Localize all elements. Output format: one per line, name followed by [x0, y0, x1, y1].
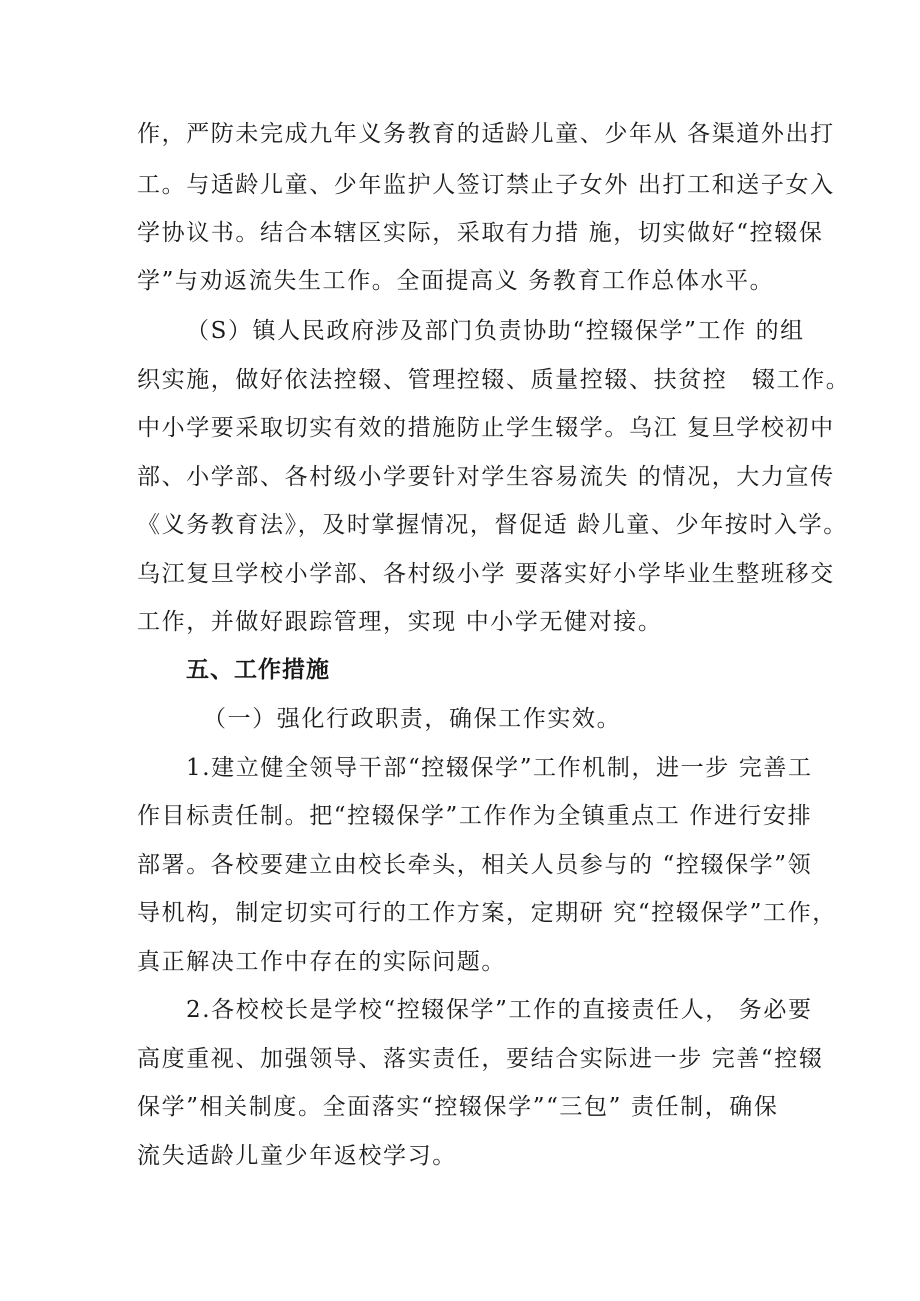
- text-line: 工作，并做好跟踪管理，实现 中小学无健对接。: [137, 609, 663, 635]
- text-line: 织实施，做好依法控辍、管理控辍、质量控辍、扶贫控 辍工作。: [137, 367, 851, 393]
- text-line: 学协议书。结合本辖区实际，采取有力措 施，切实做好“控辍保: [137, 220, 824, 246]
- text-line: 乌江复旦学校小学部、各村级小学 要落实好小学毕业生整班移交: [137, 561, 835, 587]
- text-line: 部、小学部、各村级小学要针对学生容易流失 的情况，大力宣传: [137, 464, 835, 490]
- text-line: 作目标责任制。把“控辍保学”工作作为全镇重点工 作进行安排: [137, 803, 813, 829]
- text-line: 学”与劝返流失生工作。全面提高义 务教育工作总体水平。: [137, 268, 775, 294]
- text-line: 中小学要采取切实有效的措施防止学生辍学。乌江 复旦学校初中: [137, 415, 835, 441]
- text-line: 《义务教育法》，及时掌握情况，督促适 龄儿童、少年按时入学。: [137, 512, 848, 538]
- section-heading: 五、工作措施: [186, 657, 330, 683]
- text-line: 真正解决工作中存在的实际问题。: [137, 949, 506, 975]
- text-line: 流失适龄儿童少年返校学习。: [137, 1143, 457, 1169]
- text-line: 1.建立健全领导干部“控辍保学”工作机制，进一步 完善工: [186, 755, 813, 781]
- text-line: 工。与适龄儿童、少年监护人签订禁止子女外 出打工和送子女入: [137, 172, 835, 198]
- text-line: 保学”相关制度。全面落实“控辍保学”“三包” 责任制，确保: [137, 1094, 779, 1120]
- text-line: 导机构，制定切实可行的工作方案，定期研 究“控辍保学”工作，: [137, 900, 837, 926]
- text-line: 作，严防未完成九年义务教育的适龄儿童、少年从 各渠道外出打: [137, 121, 835, 147]
- text-line: 部署。各校要建立由校长牵头，相关人员参与的 “控辍保学”领: [137, 852, 813, 878]
- text-line: （S）镇人民政府涉及部门负责协助“控辍保学”工作 的组: [186, 318, 805, 344]
- text-line: 高度重视、加强领导、落实责任，要结合实际进一步 完善“控辍: [137, 1046, 824, 1072]
- text-line: 2.各校校长是学校“控辍保学”工作的直接责任人， 务必要: [186, 997, 813, 1023]
- subsection-heading: （一）强化行政职责，确保工作实效。: [203, 706, 622, 732]
